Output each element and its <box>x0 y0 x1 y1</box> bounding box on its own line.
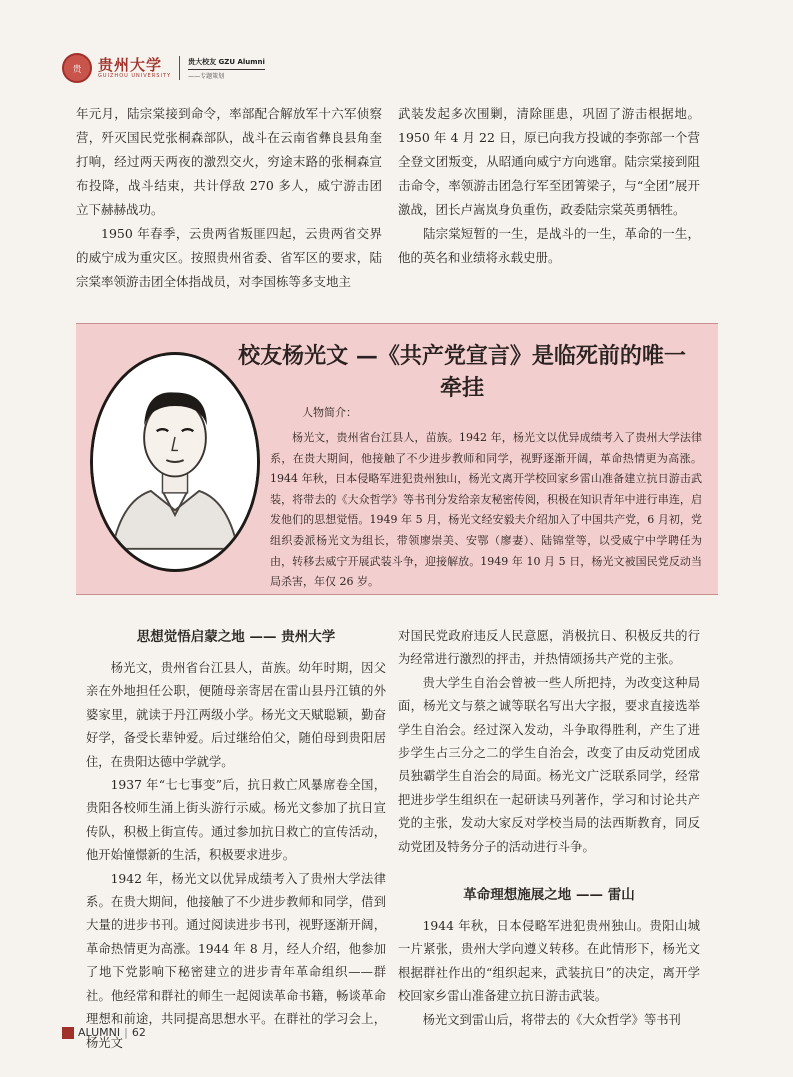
university-seal-icon: 贵 <box>62 53 92 83</box>
paragraph: 陆宗棠短暂的一生，是战斗的一生，革命的一生，他的英名和业绩将永载史册。 <box>398 226 700 265</box>
footer-mark-icon <box>62 1027 74 1039</box>
paragraph: 武装发起多次围剿，清除匪患，巩固了游击根据地。1950 年 4 月 22 日，原已向我方投诚的李弥部一个营全登文团叛变，从昭通向威宁方向逃窜。陆宗棠接到阻击命令，率领游击团急行军至团箐梁子，与“全团”展开激战，团长卢嵩岚身负重伤，政委陆宗棠英勇牺牲。 <box>398 106 700 217</box>
paragraph: 1937 年“七七事变”后，抗日救亡风暴席卷全国，贵阳各校师生涌上街头游行示威。杨光文参加了抗日宣传队，积极上街宣传。通过参加抗日救亡的宣传活动，他开始憧憬新的生活，积极要求进步。 <box>86 778 386 863</box>
alumni-tag: 贵大校友 GZU Alumni <box>188 57 265 66</box>
bottom-left-column <box>86 625 386 1055</box>
footer-separator: | <box>124 1026 128 1039</box>
logo-en-text: GUIZHOU UNIVERSITY <box>98 73 172 79</box>
paragraph: 年元月，陆宗棠接到命令，率部配合解放军十六军侦察营，歼灭国民党张桐森部队，战斗在云南省彝良县角奎打响，经过两天两夜的激烈交火，穷途末路的张桐森宣布投降，战斗结束，共计俘敌 270 多人，威宁游击团立下赫赫战功。 <box>76 106 382 217</box>
paragraph: 对国民党政府违反人民意愿，消极抗日、积极反共的行为经常进行激烈的抨击，并热情颂扬共产党的主张。 <box>398 629 700 667</box>
university-logo <box>98 57 171 79</box>
logo-text: 贵州大学 <box>98 56 163 74</box>
profile-title: 校友杨光文 —《共产党宣言》是临死前的唯一牵挂 <box>238 343 686 401</box>
page-header <box>62 52 265 84</box>
section-heading: 思想觉悟启蒙之地 —— 贵州大学 <box>136 629 336 645</box>
header-divider <box>179 56 180 80</box>
page-number: 62 <box>131 1026 146 1039</box>
profile-heading: 人物简介： <box>302 406 357 419</box>
header-tags <box>188 57 265 80</box>
paragraph: 贵大学生自治会曾被一些人所把持，为改变这种局面，杨光文与蔡之诚等联名写出大字报，要求直接选举学生自治会。经过深入发动，斗争取得胜利，产生了进步学生占三分之二的学生自治会，改变了由反动党团成员独霸学生自治会的局面。杨光文广泛联系同学，经常把进步学生组织在一起研读马列著作，学习和讨论共产党的主张，发动大家反对学校当局的法西斯教育，同反动党团及特务分子的活动进行斗争。 <box>398 675 700 854</box>
paragraph: 1942 年，杨光文以优异成绩考入了贵州大学法律系。在贵大期间，他接触了不少进步教师和同学，借到大量的进步书刊。通过阅读进步书刊，视野逐渐开阔，革命热情更为高涨。1944 年 8 月，经人介绍，他参加了地下党影响下秘密建立的进步青年革命组织——群社。他经常和群社的师生一起阅读革命书籍，畅谈革命理想和前途，共同提高思想水平。在群社的学习会上，杨光文 <box>86 871 386 1050</box>
footer-label: ALUMNI <box>78 1026 121 1039</box>
column-tag: ——专题策划 <box>188 69 265 80</box>
paragraph: 1950 年春季，云贵两省叛匪四起，云贵两省交界的威宁成为重灾区。按照贵州省委、省军区的要求，陆宗棠率领游击团全体指战员，对李国栋等多支地主 <box>76 226 382 289</box>
section-heading: 革命理想施展之地 —— 雷山 <box>463 887 635 904</box>
top-right-column <box>398 102 700 270</box>
paragraph: 杨光文到雷山后，将带去的《大众哲学》等书刊 <box>422 1012 681 1027</box>
profile-bio: 杨光文，贵州省台江县人，苗族。1942 年，杨光文以优异成绩考入了贵州大学法律系，在贵大期间，他接触了不少进步教师和同学，视野逐渐开阔，革命热情更为高涨。1944 年秋，日本侵略军进犯贵州独山，杨光文离开学校回家乡雷山准备建立抗日游击武装，将带去的《大众哲学》等书刊分发给亲友秘密传阅，积极在知识青年中进行串连，启发他们的思想觉悟。1949 年 5 月，杨光文经安毅夫介绍加入了中国共产党，6 月初，党组织委派杨光文为组长，带领廖崇美、安鄂（廖妻）、陆锦堂等，以受威宁中学聘任为由，转移去威宁开展武装斗争，迎接解放。1949 年 10 月 5 日，杨光文被国民党反动当局杀害，年仅 26 岁。 <box>270 431 702 589</box>
paragraph: 杨光文，贵州省台江县人，苗族。幼年时期，因父亲在外地担任公职，便随母亲寄居在雷山县丹江镇的外婆家里，就读于丹江两级小学。杨光文天赋聪颖，勤奋好学，备受长辈钟爱。后过继给伯父，随伯母到贵阳居住，在贵阳达德中学就学。 <box>86 661 386 769</box>
page-footer <box>62 1026 146 1039</box>
paragraph: 1944 年秋，日本侵略军进犯贵州独山。贵阳山城一片紧张，贵州大学向遵义转移。在此情形下，杨光文根据群社作出的“组织起来，武装抗日”的决定，离开学校回家乡雷山准备建立抗日游击武装。 <box>398 919 700 1004</box>
top-left-column <box>76 102 382 294</box>
bottom-right-column <box>398 625 700 1032</box>
